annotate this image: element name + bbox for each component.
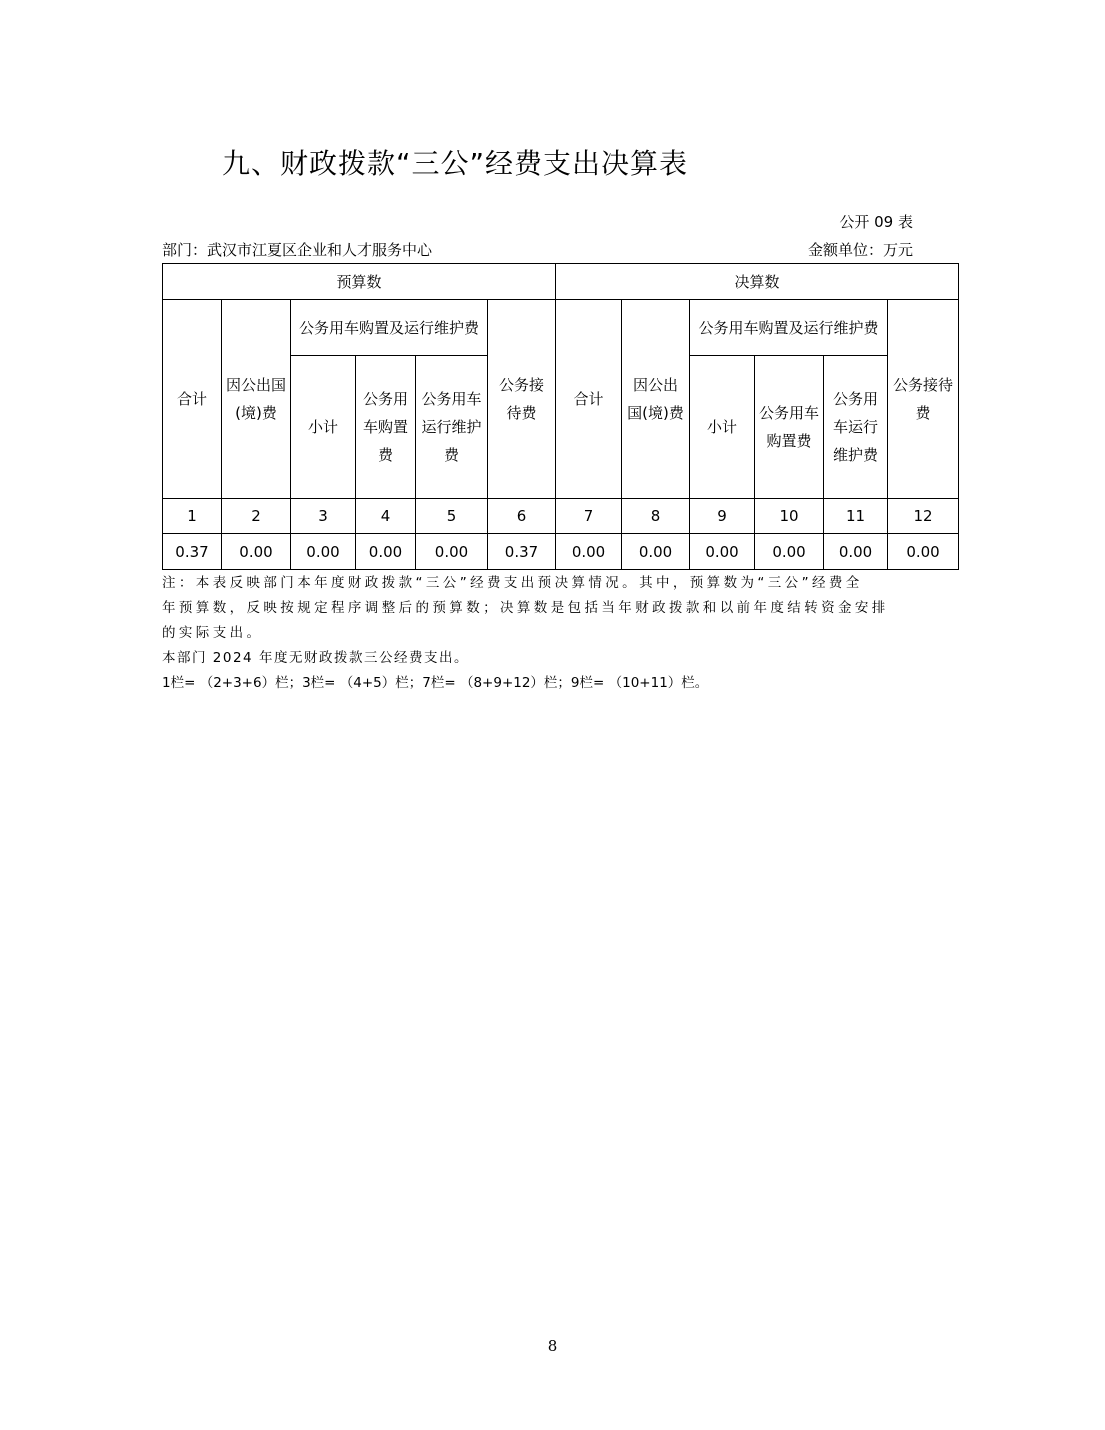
final-group-header: 决算数	[556, 264, 959, 300]
column-number: 3	[291, 499, 356, 534]
final-reception-header: 公务接待费	[888, 300, 959, 499]
budget-group-header: 预算数	[163, 264, 556, 300]
budget-reception-header: 公务接待费	[488, 300, 556, 499]
final-subtotal-header: 小计	[690, 356, 755, 499]
budget-vehicle-purchase-value: 0.00	[356, 534, 416, 570]
note-line: 的实际支出。	[162, 625, 264, 641]
column-number: 5	[416, 499, 488, 534]
amount-unit-label: 金额单位：万元	[807, 241, 913, 259]
form-number: 公开 09 表	[839, 213, 913, 231]
final-vehicle-operation-value: 0.00	[824, 534, 888, 570]
value-row	[163, 534, 959, 570]
column-number: 12	[888, 499, 959, 534]
final-reception-value: 0.00	[888, 534, 959, 570]
column-number: 11	[824, 499, 888, 534]
column-number-row	[163, 499, 959, 534]
budget-vehicle-operation-header: 公务用车运行维护费	[416, 356, 488, 499]
note-line: 注：本表反映部门本年度财政拨款“三公”经费支出预决算情况。其中，预算数为“三公”经费全	[162, 575, 863, 591]
final-vehicle-purchase-header: 公务用车购置费	[755, 356, 824, 499]
final-total-header: 合计	[556, 300, 622, 499]
budget-total-header: 合计	[163, 300, 222, 499]
budget-total-value: 0.37	[163, 534, 222, 570]
note-formula-line: 1栏= （2+3+6）栏；3栏= （4+5）栏；7栏= （8+9+12）栏；9栏= （10+11）栏。	[162, 675, 709, 691]
column-number: 10	[755, 499, 824, 534]
page-number: 8	[547, 1337, 558, 1355]
final-vehicle-operation-header: 公务用车运行维护费	[824, 356, 888, 499]
budget-abroad-header: 因公出国(境)费	[222, 300, 291, 499]
three-public-expenses-table	[162, 263, 959, 570]
budget-subtotal-header: 小计	[291, 356, 356, 499]
column-number: 2	[222, 499, 291, 534]
column-number: 6	[488, 499, 556, 534]
final-subtotal-value: 0.00	[690, 534, 755, 570]
column-number: 9	[690, 499, 755, 534]
column-number: 4	[356, 499, 416, 534]
table-notes	[162, 571, 942, 696]
page-title: 九、财政拨款“三公”经费支出决算表	[222, 147, 689, 180]
budget-vehicle-operation-value: 0.00	[416, 534, 488, 570]
column-number: 7	[556, 499, 622, 534]
note-line: 年预算数，反映按规定程序调整后的预算数；决算数是包括当年财政拨款和以前年度结转资金安排	[162, 600, 889, 616]
budget-vehicle-purchase-header: 公务用车购置费	[356, 356, 416, 499]
budget-subtotal-value: 0.00	[291, 534, 356, 570]
department-label: 部门：武汉市江夏区企业和人才服务中心	[162, 241, 433, 259]
budget-reception-value: 0.37	[488, 534, 556, 570]
final-abroad-value: 0.00	[622, 534, 690, 570]
final-vehicle-purchase-value: 0.00	[755, 534, 824, 570]
column-number: 8	[622, 499, 690, 534]
note-line: 本部门 2024 年度无财政拨款三公经费支出。	[162, 650, 469, 666]
budget-vehicle-group-header: 公务用车购置及运行维护费	[291, 300, 488, 356]
final-total-value: 0.00	[556, 534, 622, 570]
final-vehicle-group-header: 公务用车购置及运行维护费	[690, 300, 888, 356]
final-abroad-header: 因公出国(境)费	[622, 300, 690, 499]
budget-abroad-value: 0.00	[222, 534, 291, 570]
column-number: 1	[163, 499, 222, 534]
